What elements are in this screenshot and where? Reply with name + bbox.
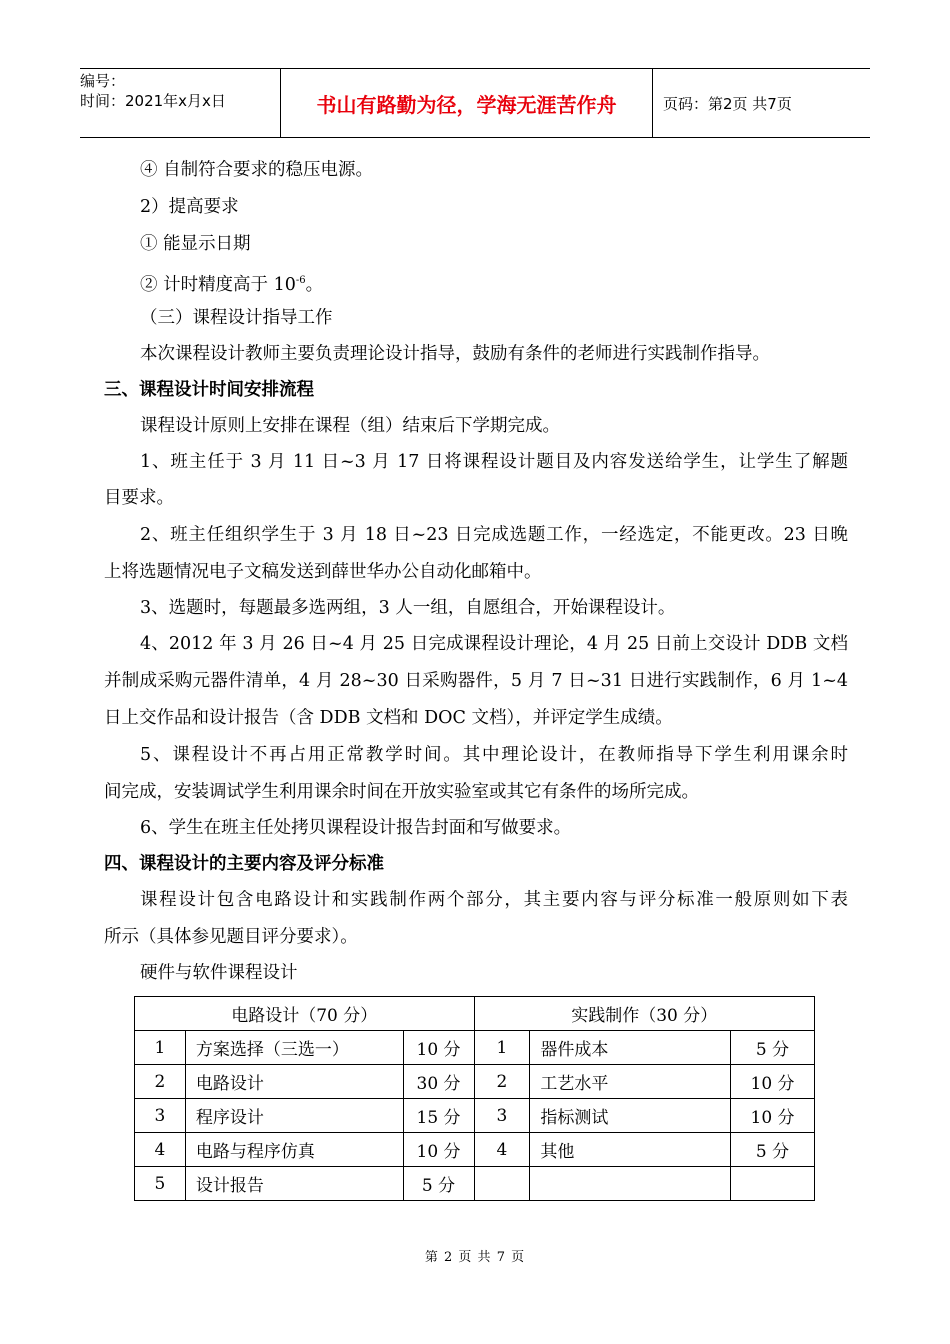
text-line: 本次课程设计教师主要负责理论设计指导，鼓励有条件的老师进行实践制作指导。	[140, 344, 770, 364]
row-score	[731, 1167, 815, 1201]
section-heading: 四、课程设计的主要内容及评分标准	[104, 854, 384, 874]
row-number: 1	[474, 1031, 530, 1065]
row-score: 10 分	[403, 1133, 474, 1167]
row-number: 1	[135, 1031, 186, 1065]
row-score: 10 分	[731, 1065, 815, 1099]
row-item: 设计报告	[185, 1167, 403, 1201]
row-item	[530, 1167, 731, 1201]
row-item: 电路设计	[185, 1065, 403, 1099]
header-meta	[80, 69, 280, 137]
table-row	[135, 1099, 815, 1133]
text-line: 2、班主任组织学生于 3 月 18 日~23 日完成选题工作，一经选定，不能更改。23 日晚	[140, 525, 848, 545]
row-score: 30 分	[403, 1065, 474, 1099]
row-score: 5 分	[731, 1031, 815, 1065]
scoring-table	[134, 996, 815, 1201]
row-score: 15 分	[403, 1099, 474, 1133]
table-row	[135, 1031, 815, 1065]
text-line: ④ 自制符合要求的稳压电源。	[140, 160, 374, 180]
table-header-row	[135, 997, 815, 1031]
row-number: 2	[474, 1065, 530, 1099]
row-score: 10 分	[731, 1099, 815, 1133]
table-caption: 硬件与软件课程设计	[140, 963, 298, 983]
row-number	[474, 1167, 530, 1201]
text-line: 目要求。	[104, 488, 174, 508]
row-item: 电路与程序仿真	[185, 1133, 403, 1167]
header-motto: 书山有路勤为径，学海无涯苦作舟	[280, 69, 653, 137]
text-line: 间完成，安装调试学生利用课余时间在开放实验室或其它有条件的场所完成。	[104, 782, 699, 802]
row-number: 4	[135, 1133, 186, 1167]
page-footer: 第 2 页 共 7 页	[424, 1250, 526, 1265]
section-heading: 三、课程设计时间安排流程	[104, 380, 314, 400]
text-line: 课程设计包含电路设计和实践制作两个部分，其主要内容与评分标准一般原则如下表	[140, 890, 848, 910]
row-number: 3	[474, 1099, 530, 1133]
row-number: 3	[135, 1099, 186, 1133]
row-item: 工艺水平	[530, 1065, 731, 1099]
text-fragment: 。	[305, 274, 324, 295]
text-line: ① 能显示日期	[140, 234, 251, 254]
row-item: 器件成本	[530, 1031, 731, 1065]
serial-label: 编号：	[80, 72, 126, 90]
page-header	[80, 68, 870, 138]
table-header-practice: 实践制作（30 分）	[474, 997, 815, 1031]
row-score: 10 分	[403, 1031, 474, 1065]
table-row	[135, 1065, 815, 1099]
row-item: 指标测试	[530, 1099, 731, 1133]
table-row	[135, 1133, 815, 1167]
row-item: 方案选择（三选一）	[185, 1031, 403, 1065]
text-line: 3、选题时，每题最多选两组，3 人一组，自愿组合，开始课程设计。	[140, 598, 676, 618]
text-line: 2）提高要求	[140, 197, 239, 217]
row-score: 5 分	[403, 1167, 474, 1201]
text-line: 所示（具体参见题目评分要求）。	[104, 927, 358, 947]
text-line: 5、课程设计不再占用正常教学时间。其中理论设计，在教师指导下学生利用课余时	[140, 745, 848, 765]
text-line: 4、2012 年 3 月 26 日~4 月 25 日完成课程设计理论，4 月 25 日前上交设计 DDB 文档	[140, 634, 848, 654]
header-page-info: 页码：第2页 共7页	[663, 94, 792, 113]
section-subheading: （三）课程设计指导工作	[140, 308, 333, 328]
text-fragment: ② 计时精度高于 10	[140, 274, 296, 295]
superscript: -6	[295, 275, 306, 286]
row-score: 5 分	[731, 1133, 815, 1167]
text-line: 6、学生在班主任处拷贝课程设计报告封面和写做要求。	[140, 818, 572, 838]
text-line	[140, 269, 323, 297]
row-number: 4	[474, 1133, 530, 1167]
row-item: 程序设计	[185, 1099, 403, 1133]
table-row	[135, 1167, 815, 1201]
time-label: 时间：2021年x月x日	[80, 92, 226, 110]
text-line: 1、班主任于 3 月 11 日~3 月 17 日将课程设计题目及内容发送给学生，让学生了解题	[140, 452, 848, 472]
table-header-circuit: 电路设计（70 分）	[135, 997, 475, 1031]
row-item: 其他	[530, 1133, 731, 1167]
text-line: 并制成采购元器件清单，4 月 28~30 日采购器件，5 月 7 日~31 日进行实践制作，6 月 1~4	[104, 671, 848, 691]
text-line: 上将选题情况电子文稿发送到薛世华办公自动化邮箱中。	[104, 562, 542, 582]
row-number: 5	[135, 1167, 186, 1201]
row-number: 2	[135, 1065, 186, 1099]
text-line: 课程设计原则上安排在课程（组）结束后下学期完成。	[140, 416, 560, 436]
text-line: 日上交作品和设计报告（含 DDB 文档和 DOC 文档），并评定学生成绩。	[104, 708, 673, 728]
